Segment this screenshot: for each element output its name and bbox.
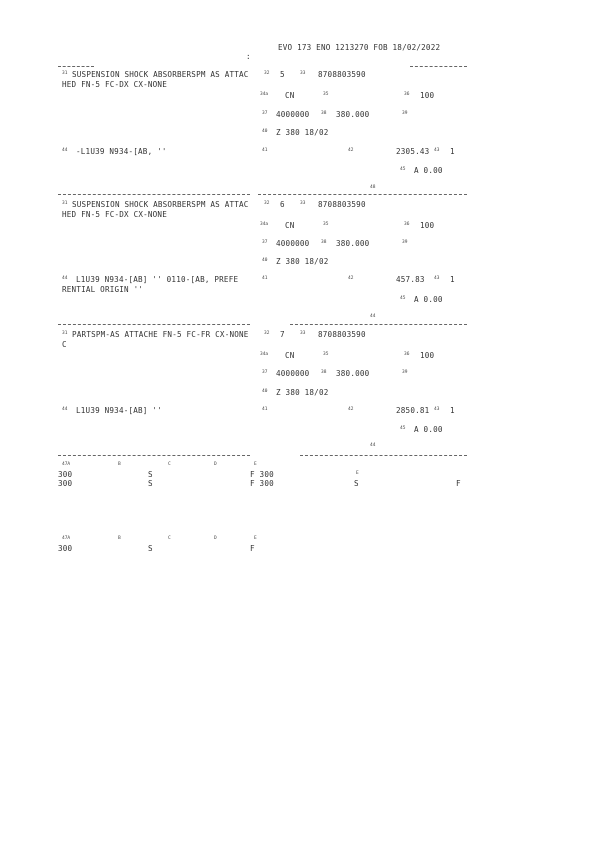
preference-value: 100 xyxy=(420,221,435,230)
procedure-code: 4000000 xyxy=(276,239,310,248)
box-32-code: 32 xyxy=(264,201,270,206)
box-32-code: 32 xyxy=(264,331,270,336)
box-40-code: 40 xyxy=(262,389,268,394)
box-34a-code: 34a xyxy=(260,222,269,227)
previous-document: Z 380 18/02 xyxy=(276,257,329,266)
additional-info-line2: RENTIAL ORIGIN '' xyxy=(62,285,144,294)
box-35-code: 35 xyxy=(323,222,329,227)
box-34a-code: 34a xyxy=(260,352,269,357)
summary-label-d: D xyxy=(214,536,217,541)
net-mass: 380.000 xyxy=(336,369,370,378)
box-35-code: 35 xyxy=(323,352,329,357)
item-description-line2: HED FN-5 FC-DX CX-NONE xyxy=(62,210,167,219)
summary-label-c: C xyxy=(168,462,171,467)
box-38-code: 38 xyxy=(321,111,327,116)
net-mass: 380.000 xyxy=(336,110,370,119)
item-description-line1: SUSPENSION SHOCK ABSORBERSPM AS ATTAC xyxy=(72,200,249,209)
summary-label-e: E xyxy=(254,536,257,541)
origin-country: CN xyxy=(285,351,295,360)
box-44-code: 44 xyxy=(62,276,68,281)
commodity-code: 8708803590 xyxy=(318,330,366,339)
summary-value: F xyxy=(456,479,461,488)
additional-info: -L1U39 N934-[AB, '' xyxy=(76,147,167,156)
item-description-line2: C xyxy=(62,340,67,349)
box-44-code: 44 xyxy=(62,148,68,153)
summary-label-c: C xyxy=(168,536,171,541)
previous-document: Z 380 18/02 xyxy=(276,388,329,397)
box-41-code: 41 xyxy=(262,407,268,412)
box-48-code: 44 xyxy=(370,314,376,319)
item-price: 457.83 xyxy=(396,275,425,284)
block-divider-right xyxy=(290,324,467,325)
box-42-code: 42 xyxy=(348,148,354,153)
box-33-code: 33 xyxy=(300,71,306,76)
valuation-method: 1 xyxy=(450,275,455,284)
summary-value: 300 xyxy=(58,544,73,553)
box-45-code: 45 xyxy=(400,167,406,172)
net-mass: 380.000 xyxy=(336,239,370,248)
summary-value: F 300 xyxy=(250,479,274,488)
valuation-method: 1 xyxy=(450,406,455,415)
summary-value: S xyxy=(148,479,153,488)
box-31-code: 31 xyxy=(62,331,68,336)
item-description-line2: HED FN-5 FC-DX CX-NONE xyxy=(62,80,167,89)
additional-info: L1U39 N934-[AB] '' 0110-[AB, PREFE xyxy=(76,275,239,284)
origin-country: CN xyxy=(285,91,295,100)
box-31-code: 31 xyxy=(62,201,68,206)
summary-label-e: E xyxy=(254,462,257,467)
box-37-code: 37 xyxy=(262,370,268,375)
box-37-code: 37 xyxy=(262,111,268,116)
item-description-line1: SUSPENSION SHOCK ABSORBERSPM AS ATTAC xyxy=(72,70,249,79)
procedure-code: 4000000 xyxy=(276,110,310,119)
summary-value: S xyxy=(148,544,153,553)
box-34a-code: 34a xyxy=(260,92,269,97)
box-37-code: 37 xyxy=(262,240,268,245)
item-number: 5 xyxy=(280,70,285,79)
top-divider-left xyxy=(58,66,94,67)
box-43-code: 43 xyxy=(434,148,440,153)
header-mark: : xyxy=(246,52,251,61)
adjustment: A 0.00 xyxy=(414,295,443,304)
top-divider-right xyxy=(410,66,467,67)
summary-label-b: B xyxy=(118,462,121,467)
block-divider-left xyxy=(58,194,250,195)
box-44-code: 44 xyxy=(62,407,68,412)
summary-value: F 300 xyxy=(250,470,274,479)
procedure-code: 4000000 xyxy=(276,369,310,378)
preference-value: 100 xyxy=(420,91,435,100)
box-36-code: 36 xyxy=(404,222,410,227)
box-40-code: 40 xyxy=(262,129,268,134)
box-38-code: 38 xyxy=(321,370,327,375)
box-38-code: 38 xyxy=(321,240,327,245)
box-36-code: 36 xyxy=(404,352,410,357)
adjustment: A 0.00 xyxy=(414,425,443,434)
box-39-code: 39 xyxy=(402,370,408,375)
item-price: 2305.43 xyxy=(396,147,430,156)
block-divider-left xyxy=(58,455,250,456)
origin-country: CN xyxy=(285,221,295,230)
box-33-code: 33 xyxy=(300,331,306,336)
summary-value: 300 xyxy=(58,470,73,479)
box-39-code: 39 xyxy=(402,240,408,245)
summary-value: S xyxy=(354,479,359,488)
box-41-code: 41 xyxy=(262,148,268,153)
box-39-code: 39 xyxy=(402,111,408,116)
item-number: 7 xyxy=(280,330,285,339)
adjustment: A 0.00 xyxy=(414,166,443,175)
box-40-code: 40 xyxy=(262,258,268,263)
block-divider-left xyxy=(58,324,250,325)
summary-label-47a: 47A xyxy=(62,462,71,467)
block-divider-right xyxy=(258,194,467,195)
block-divider-right xyxy=(300,455,467,456)
box-31-code: 31 xyxy=(62,71,68,76)
previous-document: Z 380 18/02 xyxy=(276,128,329,137)
box-43-code: 43 xyxy=(434,407,440,412)
item-price: 2850.81 xyxy=(396,406,430,415)
box-45-code: 45 xyxy=(400,426,406,431)
summary-label-47a: 47A xyxy=(62,536,71,541)
commodity-code: 8708803590 xyxy=(318,200,366,209)
item-number: 6 xyxy=(280,200,285,209)
summary-label-b: B xyxy=(118,536,121,541)
box-45-code: 45 xyxy=(400,296,406,301)
summary-label-d: D xyxy=(214,462,217,467)
commodity-code: 8708803590 xyxy=(318,70,366,79)
box-48-code: 48 xyxy=(370,185,376,190)
preference-value: 100 xyxy=(420,351,435,360)
item-description-line1: PARTSPM-AS ATTACHE FN-5 FC-FR CX-NONE xyxy=(72,330,249,339)
box-43-code: 43 xyxy=(434,276,440,281)
box-42-code: 42 xyxy=(348,407,354,412)
summary-label-e2: E xyxy=(356,471,359,476)
box-41-code: 41 xyxy=(262,276,268,281)
box-32-code: 32 xyxy=(264,71,270,76)
summary-value: 300 xyxy=(58,479,73,488)
box-33-code: 33 xyxy=(300,201,306,206)
summary-value: S xyxy=(148,470,153,479)
document-header: EVO 173 ENO 1213270 FOB 18/02/2022 xyxy=(278,43,441,52)
additional-info: L1U39 N934-[AB] '' xyxy=(76,406,162,415)
box-48-code: 44 xyxy=(370,443,376,448)
valuation-method: 1 xyxy=(450,147,455,156)
box-42-code: 42 xyxy=(348,276,354,281)
box-35-code: 35 xyxy=(323,92,329,97)
summary-value: F xyxy=(250,544,255,553)
box-36-code: 36 xyxy=(404,92,410,97)
